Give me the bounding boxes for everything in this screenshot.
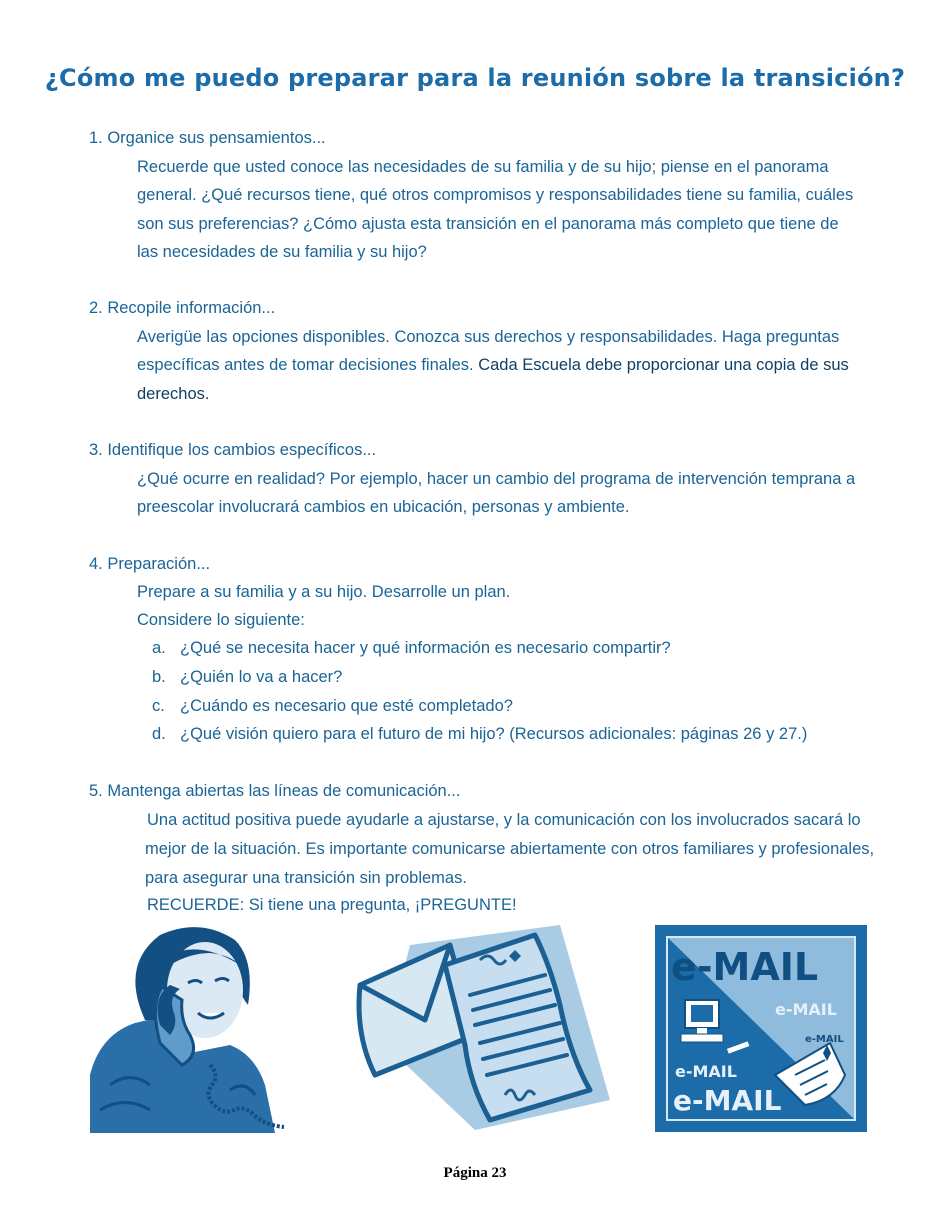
- list-item-letter: b.: [152, 668, 166, 686]
- list-item: [152, 725, 807, 744]
- list-item-letter: a.: [152, 639, 166, 657]
- section-2-heading: 2. Recopile información...: [89, 299, 276, 317]
- section-5-body: Una actitud positiva puede ayudarle a ajustarse, y la comunicación con los involucrados sacará lo mejor de la situación. Es importante comunicarse abiertamente con otros familiares y profesionales, para asegurar una transición sin problemas.: [145, 811, 875, 887]
- email-big-bottom: e-MAIL: [673, 1084, 782, 1117]
- section-1-body: Recuerde que usted conoce las necesidades de su familia y de su hijo; piense en el panorama general. ¿Qué recursos tiene, qué otros compromisos y responsabilidades tiene su familia, cuáles son sus preferencias? ¿Cómo ajusta esta transición en el panorama más completo que tiene de las necesidades de su familia y su hijo?: [137, 158, 854, 262]
- list-item: [152, 697, 513, 716]
- list-item-text: ¿Qué visión quiero para el futuro de mi hijo? (Recursos adicionales: páginas 26 y 27.): [180, 725, 808, 743]
- section-4-line2: Considere lo siguiente:: [137, 611, 305, 629]
- section-5-remember: RECUERDE: Si tiene una pregunta, ¡PREGUNTE!: [147, 896, 517, 914]
- list-item: [152, 668, 342, 687]
- page-title: ¿Cómo me puedo preparar para la reunión sobre la transición?: [44, 64, 906, 92]
- section-5-heading: 5. Mantenga abiertas las líneas de comunicación...: [89, 782, 461, 800]
- section-4-heading: 4. Preparación...: [89, 555, 211, 573]
- email-illustration: [655, 925, 867, 1132]
- list-item-text: ¿Qué se necesita hacer y qué información es necesario compartir?: [180, 639, 671, 657]
- section-2-body-text: Averigüe las opciones disponibles. Conozca sus derechos y responsabilidades. Haga preguntas específicas antes de tomar decisiones finales.: [137, 328, 840, 375]
- section-4-line1: Prepare a su familia y a su hijo. Desarrolle un plan.: [137, 583, 511, 601]
- section-2-body: [137, 323, 857, 408]
- list-item-letter: d.: [152, 725, 166, 743]
- list-item-letter: c.: [152, 697, 165, 715]
- section-3-heading: 3. Identifique los cambios específicos...: [89, 441, 377, 459]
- email-big-top: e-MAIL: [671, 945, 819, 989]
- email-tiny: e-MAIL: [805, 1034, 844, 1045]
- page-number: Página 23: [443, 1165, 507, 1181]
- section-2-body-rights: Cada Escuela debe proporcionar una copia de sus derechos.: [137, 356, 849, 403]
- list-item: [152, 639, 671, 658]
- woman-phone-illustration: [90, 925, 305, 1133]
- section-1-heading: 1. Organice sus pensamientos...: [89, 129, 326, 147]
- list-item-text: ¿Quién lo va a hacer?: [180, 668, 343, 686]
- list-item-text: ¿Cuándo es necesario que esté completado?: [180, 697, 513, 715]
- email-small-left: e-MAIL: [675, 1062, 737, 1081]
- letter-envelope-illustration: [355, 925, 610, 1133]
- email-small-right: e-MAIL: [775, 1000, 837, 1019]
- section-3-body: ¿Qué ocurre en realidad? Por ejemplo, hacer un cambio del programa de intervención temprana a preescolar involucrará cambios en ubicación, personas y ambiente.: [137, 470, 856, 517]
